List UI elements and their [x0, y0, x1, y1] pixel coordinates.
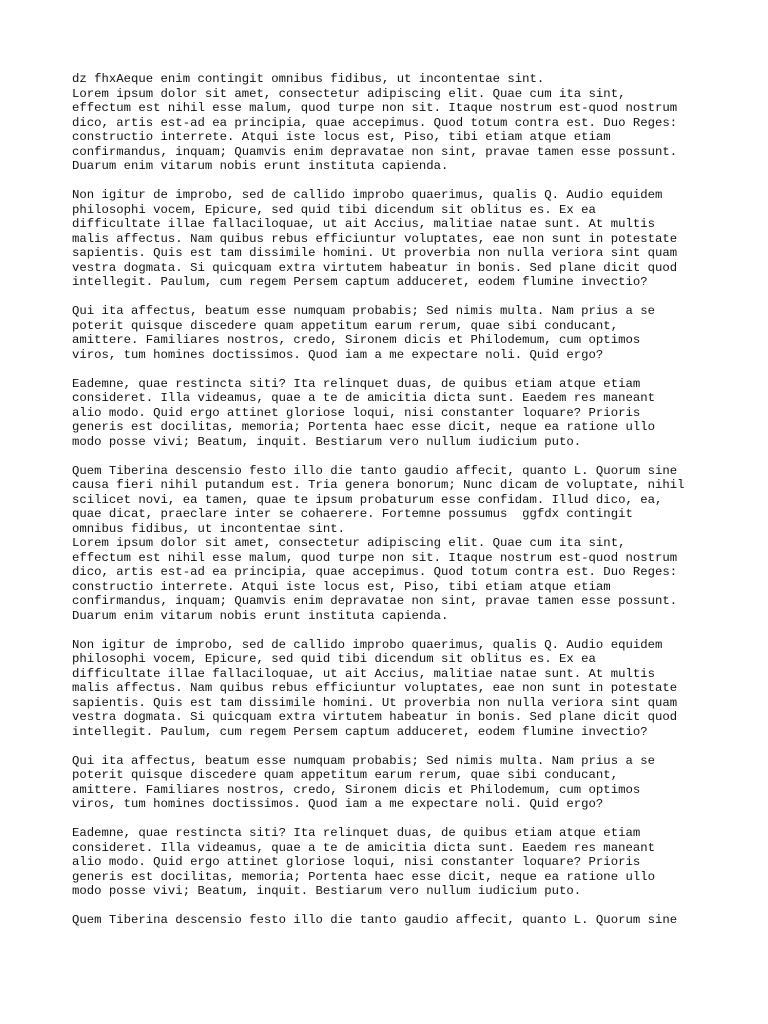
text-line: Non igitur de improbo, sed de callido improbo quaerimus, qualis Q. Audio equidem: [72, 188, 663, 202]
text-line: poterit quisque discedere quam appetitum earum rerum, quae sibi conducant,: [72, 318, 619, 333]
text-line: viros, tum homines doctissimos. Quod iam a me expectare noli. Quid ergo?: [72, 347, 604, 362]
text-line: Eademne, quae restincta siti? Ita relinquet duas, de quibus etiam atque etiam: [72, 826, 641, 840]
text-line: quae dicat, praeclare inter se cohaerere. Fortemne possumus ggfdx contingit: [72, 507, 633, 521]
text-line: vestra dogmata. Si quicquam extra virtutem habeatur in bonis. Sed plane dicit quod: [72, 710, 678, 724]
text-line: dz fhxAeque enim contingit omnibus fidibus, ut incontentae sint.: [72, 72, 545, 86]
text-line: generis est docilitas, memoria; Portenta haec esse dicit, neque ea ratione ullo: [72, 420, 655, 434]
text-line: modo posse vivi; Beatum, inquit. Bestiarum vero nullum iudicium puto.: [72, 434, 582, 449]
text-line: confirmandus, inquam; Quamvis enim depravatae non sint, pravae tamen esse possunt.: [72, 144, 678, 159]
text-line: effectum est nihil esse malum, quod turpe non sit. Itaque nostrum est-quod nostrum: [72, 550, 678, 565]
text-line: poterit quisque discedere quam appetitum earum rerum, quae sibi conducant,: [72, 768, 619, 782]
text-line: sapientis. Quis est tam dissimile homini. Ut proverbia non nulla veriora sint quam: [72, 246, 678, 260]
text-line: confirmandus, inquam; Quamvis enim depravatae non sint, pravae tamen esse possunt.: [72, 594, 678, 608]
blank-line: [72, 623, 712, 638]
text-line: constructio interrete. Atqui iste locus est, Piso, tibi etiam atque etiam: [72, 130, 611, 144]
text-line: difficultate illae fallaciloquae, ut ait Accius, malitiae natae sunt. At multis: [72, 666, 655, 681]
text-line: Eademne, quae restincta siti? Ita relinquet duas, de quibus etiam atque etiam: [72, 376, 641, 391]
text-line: omnibus fidibus, ut incontentae sint.: [72, 521, 346, 536]
text-line: Quem Tiberina descensio festo illo die tanto gaudio affecit, quanto L. Quorum sine: [72, 463, 678, 478]
blank-line: [72, 362, 712, 377]
text-line: Lorem ipsum dolor sit amet, consectetur adipiscing elit. Quae cum ita sint,: [72, 536, 626, 550]
text-line: amittere. Familiares nostros, credo, Sironem dicis et Philodemum, cum optimos: [72, 333, 641, 347]
blank-line: [72, 174, 712, 189]
text-line: intellegit. Paulum, cum regem Persem captum adduceret, eodem flumine invectio?: [72, 724, 648, 739]
text-line: Qui ita affectus, beatum esse numquam probabis; Sed nimis multa. Nam prius a se: [72, 304, 655, 318]
text-line: Qui ita affectus, beatum esse numquam probabis; Sed nimis multa. Nam prius a se: [72, 753, 655, 768]
text-line: alio modo. Quid ergo attinet gloriose loqui, nisi constanter loquare? Prioris: [72, 855, 641, 869]
text-line: causa fieri nihil putandum est. Tria genera bonorum; Nunc dicam de voluptate, nihil: [72, 478, 685, 492]
text-line: consideret. Illa videamus, quae a te de amicitia dicta sunt. Eaedem res maneant: [72, 391, 655, 405]
text-line: alio modo. Quid ergo attinet gloriose loqui, nisi constanter loquare? Prioris: [72, 405, 641, 420]
blank-line: [72, 739, 712, 754]
text-line: Duarum enim vitarum nobis erunt instituta capienda.: [72, 608, 449, 623]
text-line: modo posse vivi; Beatum, inquit. Bestiarum vero nullum iudicium puto.: [72, 884, 582, 898]
text-line: difficultate illae fallaciloquae, ut ait Accius, malitiae natae sunt. At multis: [72, 217, 655, 231]
text-line: Non igitur de improbo, sed de callido improbo quaerimus, qualis Q. Audio equidem: [72, 637, 663, 652]
text-line: amittere. Familiares nostros, credo, Sironem dicis et Philodemum, cum optimos: [72, 782, 641, 797]
blank-line: [72, 290, 712, 305]
text-line: malis affectus. Nam quibus rebus efficiuntur voluptates, eae non sunt in potestate: [72, 681, 678, 695]
text-line: dico, artis est-ad ea principia, quae accepimus. Quod totum contra est. Duo Reges:: [72, 115, 678, 130]
text-line: intellegit. Paulum, cum regem Persem captum adduceret, eodem flumine invectio?: [72, 275, 648, 289]
text-line: constructio interrete. Atqui iste locus est, Piso, tibi etiam atque etiam: [72, 579, 611, 594]
text-line: Duarum enim vitarum nobis erunt instituta capienda.: [72, 159, 449, 173]
text-line: generis est docilitas, memoria; Portenta haec esse dicit, neque ea ratione ullo: [72, 869, 655, 884]
text-line: dico, artis est-ad ea principia, quae accepimus. Quod totum contra est. Duo Reges:: [72, 565, 678, 579]
text-line: Quem Tiberina descensio festo illo die tanto gaudio affecit, quanto L. Quorum sine: [72, 913, 678, 927]
text-line: effectum est nihil esse malum, quod turpe non sit. Itaque nostrum est-quod nostrum: [72, 101, 678, 115]
text-line: malis affectus. Nam quibus rebus efficiuntur voluptates, eae non sunt in potestate: [72, 231, 678, 246]
text-line: Lorem ipsum dolor sit amet, consectetur adipiscing elit. Quae cum ita sint,: [72, 86, 626, 101]
text-line: sapientis. Quis est tam dissimile homini. Ut proverbia non nulla veriora sint quam: [72, 695, 678, 710]
text-line: philosophi vocem, Epicure, sed quid tibi dicendum sit oblitus es. Ex ea: [72, 652, 596, 666]
blank-line: [72, 449, 712, 464]
text-line: viros, tum homines doctissimos. Quod iam a me expectare noli. Quid ergo?: [72, 797, 604, 811]
text-line: vestra dogmata. Si quicquam extra virtutem habeatur in bonis. Sed plane dicit quod: [72, 260, 678, 275]
text-line: consideret. Illa videamus, quae a te de amicitia dicta sunt. Eaedem res maneant: [72, 840, 655, 855]
blank-line: [72, 899, 712, 914]
text-line: philosophi vocem, Epicure, sed quid tibi dicendum sit oblitus es. Ex ea: [72, 202, 596, 217]
text-line: scilicet novi, ea tamen, quae te ipsum probaturum esse confidam. Illud dico, ea,: [72, 492, 663, 507]
blank-line: [72, 812, 712, 827]
document-page: [72, 72, 712, 928]
